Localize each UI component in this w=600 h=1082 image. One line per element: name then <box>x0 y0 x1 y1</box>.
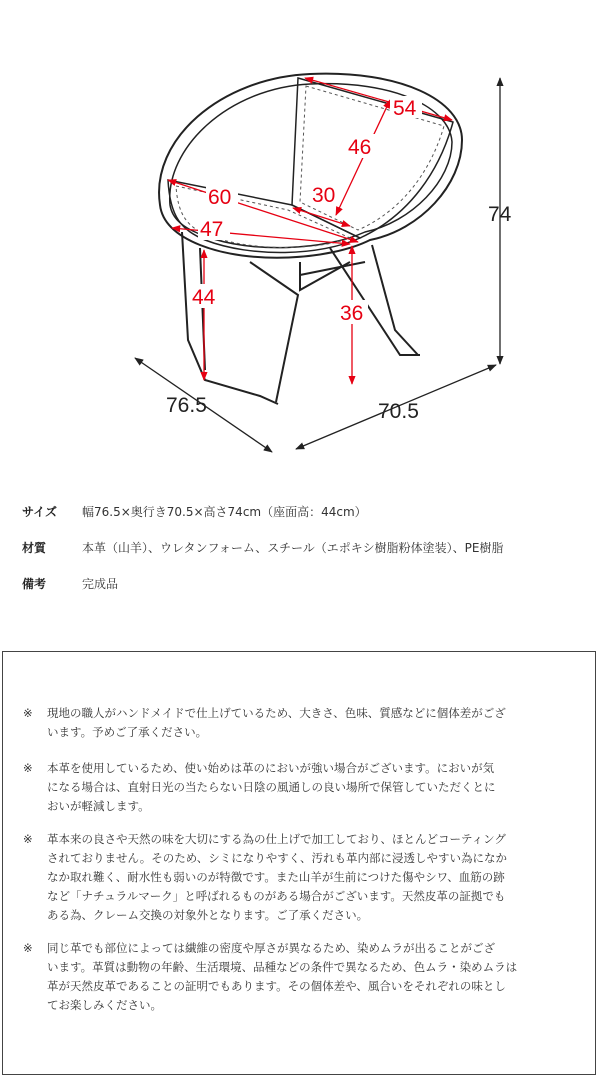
dim-label-60: 60 <box>208 186 232 209</box>
dim-label-54: 54 <box>393 97 417 120</box>
dim-label-47: 47 <box>200 218 224 241</box>
dim-label-70-5: 70.5 <box>378 400 419 423</box>
spec-row-remarks <box>22 565 582 601</box>
note-mark-icon: ※ <box>23 706 33 720</box>
dim-label-30: 30 <box>312 184 336 207</box>
note-line: います。革質は動物の年齢、生活環境、品種などの条件で異なるため、色ムラ・染めムラは <box>47 960 518 974</box>
chair-dimension-diagram <box>0 0 600 470</box>
note-line: など「ナチュラルマーク」と呼ばれるものがある場合がございます。天然皮革の証拠でも <box>47 889 506 903</box>
dim-label-44: 44 <box>192 286 216 309</box>
note-line: おいが軽減します。 <box>47 799 150 813</box>
note-line: 革が天然皮革であることの証明でもあります。その個体差や、風合いをそれぞれの味とし <box>47 979 506 993</box>
note-item <box>23 704 567 742</box>
note-line: 革本来の良さや天然の味を大切にする為の仕上げで加工しており、ほとんどコーティング <box>47 832 506 846</box>
note-line: になる場合は、直射日光の当たらない日陰の風通しの良い場所で保管していただくとに <box>47 780 496 794</box>
dim-label-46: 46 <box>348 136 372 159</box>
notes-box <box>2 651 596 1075</box>
spec-row-material <box>22 529 582 565</box>
note-mark-icon: ※ <box>23 761 33 775</box>
spec-table <box>22 493 582 601</box>
dim-label-74: 74 <box>488 203 512 226</box>
note-line: 現地の職人がハンドメイドで仕上げているため、大きさ、色味、質感などに個体差がござ <box>47 706 506 720</box>
note-line: ある為、クレーム交換の対象外となります。ご了承ください。 <box>47 908 369 922</box>
spec-label: サイズ <box>22 504 58 519</box>
spec-label: 材質 <box>22 540 47 555</box>
note-line: されておりません。そのため、シミになりやすく、汚れも革内部に浸透しやすい為になか <box>47 851 507 865</box>
note-line: います。予めご了承ください。 <box>47 725 208 739</box>
spec-label: 備考 <box>22 576 47 591</box>
note-item <box>23 830 567 925</box>
dim-line-54 <box>305 78 452 120</box>
note-line: てお楽しみください。 <box>47 998 162 1012</box>
note-mark-icon: ※ <box>23 832 33 846</box>
note-line: なか取れ難く、耐水性も弱いのが特徴です。また山羊が生前につけた傷やシワ、血筋の跡 <box>47 870 505 884</box>
spec-row-size <box>22 493 582 529</box>
note-mark-icon: ※ <box>23 941 33 955</box>
dim-label-36: 36 <box>340 302 364 325</box>
note-item <box>23 939 567 1015</box>
dim-label-76-5: 76.5 <box>166 394 207 417</box>
spec-value: 幅76.5×奥行き70.5×高さ74cm（座面高：44cm） <box>82 504 367 519</box>
spec-value: 完成品 <box>82 576 119 591</box>
note-item <box>23 759 567 816</box>
note-line: 本革を使用しているため、使い始めは革のにおいが強い場合がございます。においが気 <box>47 761 495 775</box>
note-line: 同じ革でも部位によっては繊維の密度や厚さが異なるため、染めムラが出ることがござ <box>47 941 496 955</box>
spec-value: 本革（山羊）、ウレタンフォーム、スチール（エポキシ樹脂粉体塗装）、PE樹脂 <box>82 540 504 555</box>
